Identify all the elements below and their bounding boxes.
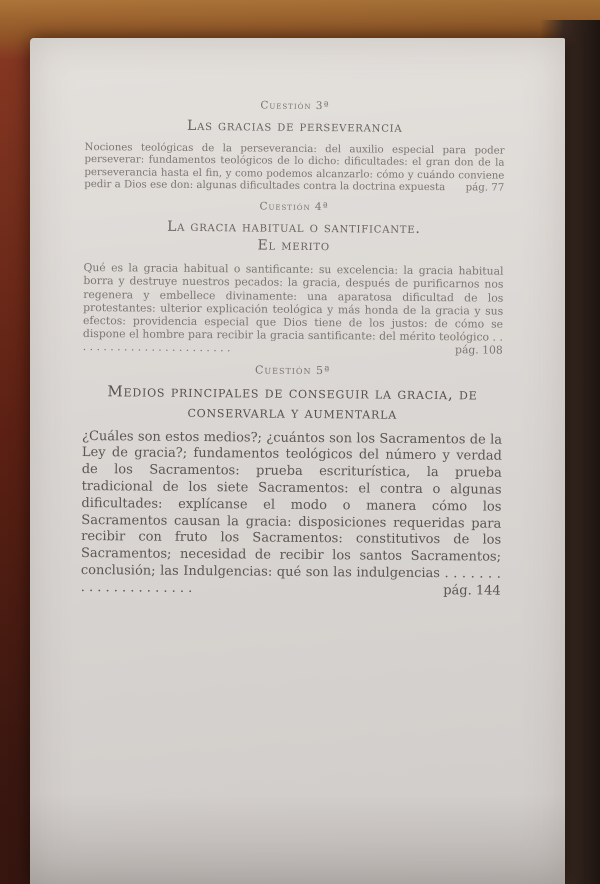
cuestion-heading: Cuestión 5ª xyxy=(254,363,331,377)
section-title xyxy=(84,217,504,257)
summary-text: Nociones teológicas de la perseverancia: del auxilio especial para poder perseverar: fundamentos teológicos de lo dicho: dificultades: el gran don de la perseverancia hasta el fin, y como podemos alcanzarlo: cómo y cuándo conviene pedir a Dios ese don: algunas dificultades contra la doctrina expuesta xyxy=(84,141,505,194)
section-summary xyxy=(81,429,502,601)
section-title-line: El merito xyxy=(257,237,330,255)
section-summary xyxy=(83,261,504,357)
section-title xyxy=(82,381,502,425)
section-summary xyxy=(84,142,504,195)
table-of-contents xyxy=(81,98,505,608)
cuestion-heading: Cuestión 3ª xyxy=(260,99,330,113)
page-shadow xyxy=(30,794,565,884)
page-number: pág. 108 xyxy=(455,343,503,358)
section-title-line: La gracia habitual o santificante. xyxy=(167,218,421,238)
section-title-line: Las gracias de perseverancia xyxy=(186,117,403,136)
summary-text: Qué es la gracia habitual o santificante: su excelencia: la gracia habitual borra y destruye nuestros pecados: la gracia, después de purificarnos nos regenera y embellece divinamente: una aparatosa dificultad de los protestantes: ulterior explicación teológica y más honda de la gracia y sus efectos: providencia especial que Dios tiene de los justos: de cómo se dispone el hombre para recibir la gracia santificante: del mérito teológico . . . . . . . . . . . . . . . . . . . . . . . . xyxy=(82,261,504,355)
section-title-line: Medios principales de conseguir la gracia, de conservarla y aumentarla xyxy=(107,381,478,423)
summary-text: ¿Cuáles son estos medios?; ¿cuántos son los Sacramentos de la Ley de gracia?; fundamentos teológicos del número y verdad de los Sacramentos: prueba escriturística, la prueba tradicional de los siete Sacramentos: el contra o algunas dificultades: explícanse el modo o manera cómo los Sacramentos causan la gracia: disposiciones requeridas para recibir con fruto los Sacramentos: constitutivos de los Sacramentos; necesidad de recibir los santos Sacramentos; conclusión; las Indulgencias: qué son las indulgencias . . . . . . . . . . . . . . . . . . . . . xyxy=(80,428,503,596)
page-number: pág. 144 xyxy=(443,582,501,599)
page-number: pág. 77 xyxy=(465,182,505,194)
toc-entry-cuestion-5 xyxy=(81,362,503,601)
section-title xyxy=(85,116,505,138)
cuestion-heading: Cuestión 4ª xyxy=(259,200,329,214)
toc-entry-cuestion-3 xyxy=(84,98,505,195)
toc-entry-cuestion-4 xyxy=(83,199,504,357)
